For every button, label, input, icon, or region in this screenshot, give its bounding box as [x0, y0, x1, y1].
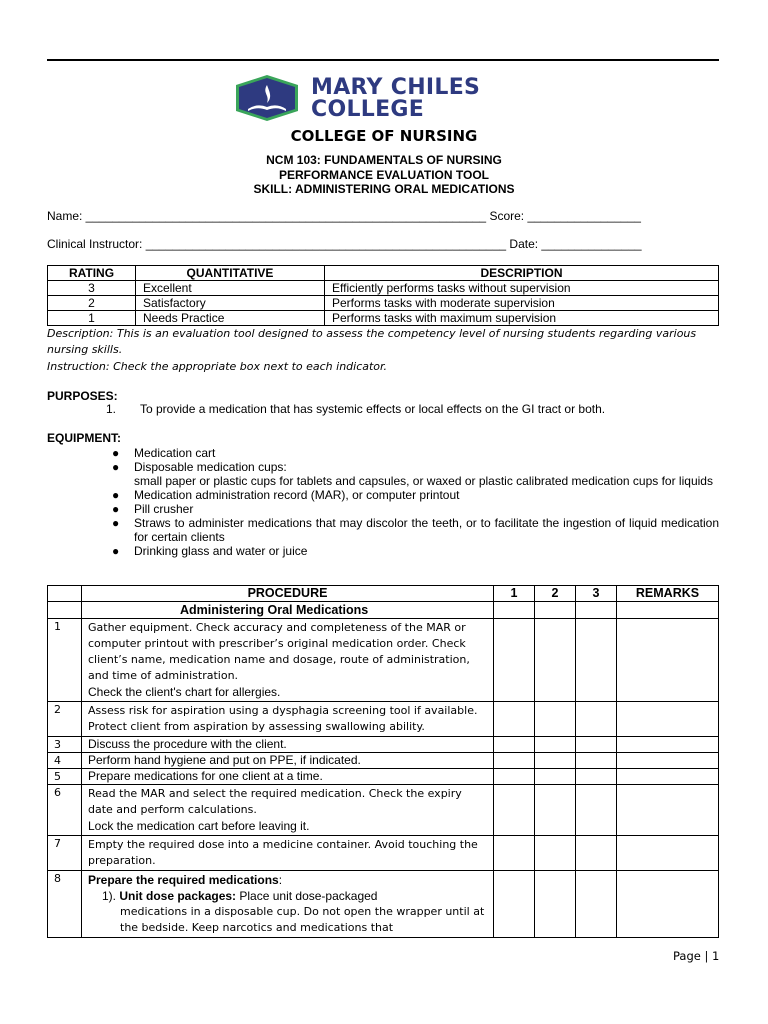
score-2-box[interactable]: [535, 619, 576, 702]
sub-step: 1). Unit dose packages: Place unit dose-packaged: [102, 889, 378, 903]
equipment-text: Medication cart: [134, 446, 216, 460]
procedure-row: [48, 737, 719, 753]
score-2-box[interactable]: [535, 871, 576, 938]
equipment-text: Medication administration record (MAR), or computer printout: [134, 488, 460, 502]
equipment-text: Straws to administer medications that may discolor the teeth, or to facilitate the ingestion of liquid medication for certain clients: [134, 516, 719, 544]
step-number: 1: [48, 619, 82, 702]
score-2-box[interactable]: [535, 785, 576, 836]
step-text: [82, 871, 494, 938]
logo-line-2: COLLEGE: [311, 97, 425, 122]
top-rule: [47, 59, 719, 61]
procedure-header: PROCEDURE: [82, 586, 494, 602]
remarks-cell[interactable]: [617, 619, 719, 702]
rating-value: 1: [48, 311, 136, 326]
sub-step-continued: medications in a disposable cup. Do not open the wrapper until at the bedside. Keep narcotics and medications that: [120, 905, 485, 934]
remarks-header: REMARKS: [617, 586, 719, 602]
procedure-row: [48, 619, 719, 702]
score-3-box[interactable]: [576, 871, 617, 938]
purpose-item: [106, 402, 605, 416]
score-3-box[interactable]: [576, 785, 617, 836]
equipment-subtext: small paper or plastic cups for tablets and capsules, or waxed or plastic calibrated medication cups for liquids: [134, 474, 713, 488]
rating-row: [48, 296, 719, 311]
step-number: 2: [48, 702, 82, 737]
rating-description: Performs tasks with maximum supervision: [325, 311, 719, 326]
equipment-text: Drinking glass and water or juice: [134, 544, 308, 558]
rating-header-row: [48, 266, 719, 281]
college-name: COLLEGE OF NURSING: [290, 127, 478, 145]
step-number: 6: [48, 785, 82, 836]
score-1-box[interactable]: [494, 737, 535, 753]
rating-quantitative: Excellent: [136, 281, 325, 296]
score-1-box[interactable]: [494, 619, 535, 702]
college-shield-icon: [226, 73, 308, 123]
procedure-table: [47, 585, 719, 938]
step-lead: Prepare the required medications:: [88, 873, 283, 887]
procedure-row: [48, 836, 719, 871]
rating-row: [48, 311, 719, 326]
score-1-box[interactable]: [494, 871, 535, 938]
bullet-icon: ●: [112, 488, 120, 502]
score-3-box[interactable]: [576, 753, 617, 769]
rating-value: 3: [48, 281, 136, 296]
score-2-box[interactable]: [535, 753, 576, 769]
quantitative-header: QUANTITATIVE: [136, 266, 325, 281]
skill-title: SKILL: ADMINISTERING ORAL MEDICATIONS: [253, 182, 515, 196]
step-number: 4: [48, 753, 82, 769]
score-3-box[interactable]: [576, 619, 617, 702]
instruction-text: Instruction: Check the appropriate box next to each indicator.: [47, 360, 388, 373]
page-number: Page | 1: [673, 949, 720, 963]
step-number: 5: [48, 769, 82, 785]
remarks-cell[interactable]: [617, 737, 719, 753]
college-logo-wordmark: [311, 77, 480, 121]
procedure-subheading-row: [48, 602, 719, 619]
score-1-box[interactable]: [494, 753, 535, 769]
score-1-box[interactable]: [494, 785, 535, 836]
score-1-box[interactable]: [494, 769, 535, 785]
step-text: Discuss the procedure with the client.: [82, 737, 494, 753]
rating-quantitative: Needs Practice: [136, 311, 325, 326]
bullet-icon: ●: [112, 446, 120, 460]
step-text: Gather equipment. Check accuracy and completeness of the MAR or computer printout with prescriber’s original medication order. Check client’s name, medication name and dosage, route of administration, and time of administration. Check the client's chart for allergies.: [82, 619, 494, 702]
procedure-row: [48, 871, 719, 938]
score-3-header: 3: [576, 586, 617, 602]
course-title: NCM 103: FUNDAMENTALS OF NURSING: [266, 153, 502, 167]
procedure-header-row: [48, 586, 719, 602]
instructor-date-line[interactable]: Clinical Instructor: ______________________________________________________ Date: _______________: [47, 237, 642, 251]
score-3-box[interactable]: [576, 769, 617, 785]
equipment-item: [47, 460, 719, 488]
purposes-heading: PURPOSES:: [47, 389, 118, 403]
equipment-text: Disposable medication cups:: [134, 460, 287, 474]
remarks-cell[interactable]: [617, 769, 719, 785]
equipment-heading: EQUIPMENT:: [47, 431, 122, 445]
score-2-box[interactable]: [535, 737, 576, 753]
step-text: Empty the required dose into a medicine container. Avoid touching the preparation.: [82, 836, 494, 871]
step-number: 8: [48, 871, 82, 938]
score-2-box[interactable]: [535, 769, 576, 785]
score-1-box[interactable]: [494, 702, 535, 737]
description-header: DESCRIPTION: [325, 266, 719, 281]
rating-description: Efficiently performs tasks without supervision: [325, 281, 719, 296]
bullet-icon: ●: [112, 544, 120, 558]
rating-description: Performs tasks with moderate supervision: [325, 296, 719, 311]
equipment-item: [47, 516, 719, 544]
purpose-number: 1.: [106, 402, 117, 416]
rating-value: 2: [48, 296, 136, 311]
equipment-item: [47, 488, 719, 502]
step-text: Perform hand hygiene and put on PPE, if indicated.: [82, 753, 494, 769]
procedure-row: [48, 702, 719, 737]
equipment-item: [47, 446, 719, 460]
rating-quantitative: Satisfactory: [136, 296, 325, 311]
rating-row: [48, 281, 719, 296]
score-1-box[interactable]: [494, 836, 535, 871]
procedure-row: [48, 769, 719, 785]
step-text: Read the MAR and select the required medication. Check the expiry date and perform calculations. Lock the medication cart before leaving it.: [82, 785, 494, 836]
logo-line-1: MARY CHILES: [311, 75, 481, 100]
step-number: 3: [48, 737, 82, 753]
score-3-box[interactable]: [576, 702, 617, 737]
remarks-cell[interactable]: [617, 836, 719, 871]
step-number-header: [48, 586, 82, 602]
equipment-item: [47, 544, 719, 558]
rating-header: RATING: [48, 266, 136, 281]
procedure-subheading: Administering Oral Medications: [82, 602, 494, 619]
step-number: 7: [48, 836, 82, 871]
score-2-header: 2: [535, 586, 576, 602]
remarks-cell[interactable]: [617, 753, 719, 769]
bullet-icon: ●: [112, 460, 120, 474]
procedure-row: [48, 753, 719, 769]
purpose-text: To provide a medication that has systemic effects or local effects on the GI tract or both.: [140, 402, 606, 416]
bullet-icon: ●: [112, 516, 120, 530]
remarks-cell[interactable]: [617, 871, 719, 938]
rating-table: [47, 265, 719, 326]
equipment-item: [47, 502, 719, 516]
tool-title: PERFORMANCE EVALUATION TOOL: [279, 167, 489, 182]
step-text: Assess risk for aspiration using a dysphagia screening tool if available. Protect client from aspiration by assessing swallowing ability.: [82, 702, 494, 737]
name-score-line[interactable]: Name: ____________________________________________________________ Score: _________________: [47, 209, 641, 223]
bullet-icon: ●: [112, 502, 120, 516]
equipment-list: [47, 446, 719, 558]
remarks-cell[interactable]: [617, 785, 719, 836]
document-titles: [0, 153, 768, 197]
equipment-text: Pill crusher: [134, 502, 194, 516]
score-2-box[interactable]: [535, 702, 576, 737]
score-3-box[interactable]: [576, 836, 617, 871]
remarks-cell[interactable]: [617, 702, 719, 737]
score-2-box[interactable]: [535, 836, 576, 871]
score-3-box[interactable]: [576, 737, 617, 753]
description-text: Description: This is an evaluation tool designed to assess the competency level of nursing students regarding various nursing skills.: [47, 327, 697, 356]
step-text: Prepare medications for one client at a time.: [82, 769, 494, 785]
score-1-header: 1: [494, 586, 535, 602]
procedure-row: [48, 785, 719, 836]
